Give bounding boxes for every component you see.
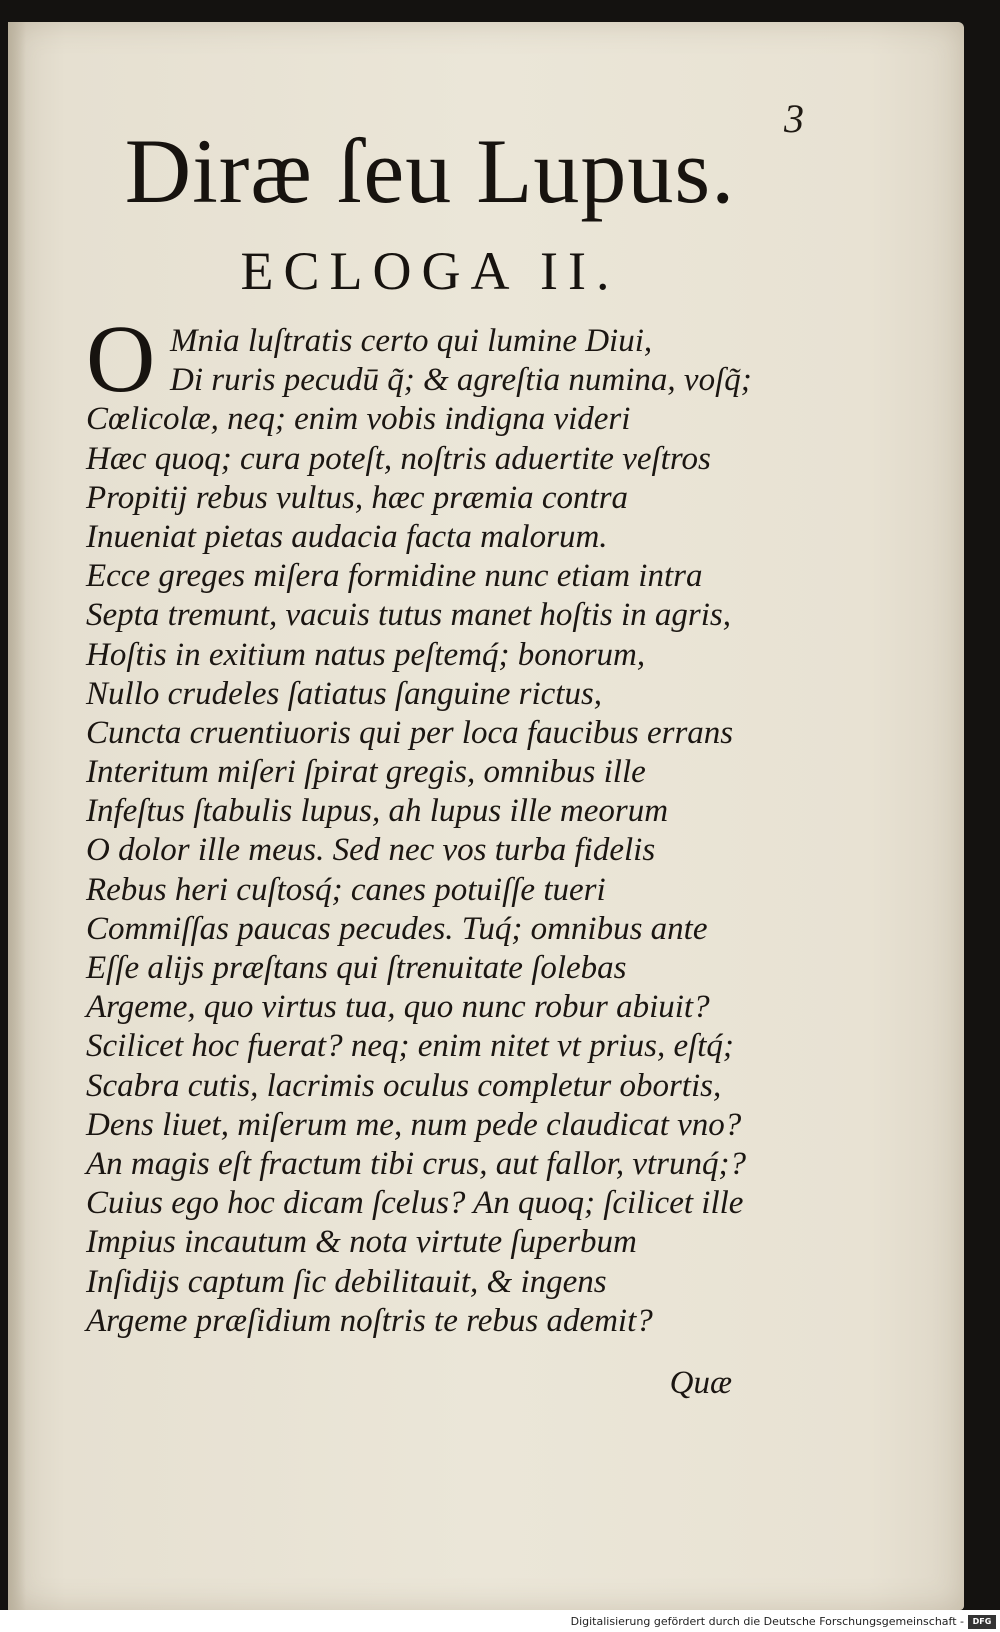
verse-line: Di ruris pecudū q̃; & agreſtia numina, voſq̃; (170, 362, 752, 399)
drop-cap: O (86, 305, 156, 412)
dfg-logo: DFG (968, 1615, 996, 1629)
verse-line: Cuncta cruentiuoris qui per loca faucibus errans (86, 714, 734, 751)
verse-line: Propitij rebus vultus, hæc præmia contra (86, 479, 629, 516)
verse-line: Inſidijs captum ſic debilitauit, & ingens (86, 1263, 607, 1300)
verse-line: Septa tremunt, vacuis tutus manet hoſtis in agris, (86, 597, 731, 634)
verse-line: O dolor ille meus. Sed nec vos turba fidelis (86, 832, 656, 869)
verse-line: Dens liuet, miſerum me, num pede claudicat vno? (86, 1106, 742, 1143)
verse-line: Ecce greges miſera formidine nunc etiam intra (86, 558, 703, 595)
footer-bar (0, 1610, 1000, 1632)
verse-line: Commiſſas paucas pecudes. Tuq́; omnibus ante (86, 910, 708, 947)
page-title: Diræ ſeu Lupus. (124, 120, 736, 222)
verse-line: Inueniat pietas audacia facta malorum. (86, 518, 608, 555)
verse-line: Hoſtis in exitium natus peſtemq́; bonorum, (86, 636, 646, 673)
verse-line: Cœlicolæ, neq; enim vobis indigna videri (86, 401, 631, 438)
verse-line: Scabra cutis, lacrimis oculus completur obortis, (86, 1067, 722, 1104)
verse-line: Nullo crudeles ſatiatus ſanguine rictus, (86, 675, 603, 712)
verse-line: Rebus heri cuſtosq́; canes potuiſſe tueri (86, 871, 606, 908)
verse-line: Hæc quoq; cura poteſt, noſtris aduertite veſtros (86, 440, 711, 477)
verse-block (86, 322, 786, 1341)
verse-line: Eſſe alijs præſtans qui ſtrenuitate ſolebas (86, 950, 627, 986)
verse-line: Interitum miſeri ſpirat gregis, omnibus ille (86, 754, 646, 791)
verse-line: Infeſtus ſtabulis lupus, ah lupus ille meorum (86, 793, 669, 830)
verse-line: An magis eſt fractum tibi crus, aut fallor, vtrunq́;? (86, 1145, 746, 1182)
verse-line: Scilicet hoc fuerat? neq; enim nitet vt prius, eſtq́; (86, 1028, 734, 1065)
footer-credit: Digitalisierung gefördert durch die Deutsche Forschungsgemeinschaft - (570, 1615, 964, 1628)
verse-line: Cuius ego hoc dicam ſcelus? An quoq; ſcilicet ille (86, 1185, 744, 1222)
verse-line: Impius incautum & nota virtute ſuperbum (86, 1224, 637, 1261)
catchword: Quæ (669, 1365, 732, 1401)
page-subtitle: ECLOGA II. (240, 241, 620, 301)
verse-line: Argeme, quo virtus tua, quo nunc robur abiuit? (86, 989, 710, 1026)
verse-line: Mnia luſtratis certo qui lumine Diui, (170, 323, 653, 359)
verse-line: Argeme præſidium noſtris te rebus ademit? (86, 1302, 653, 1339)
page-number: 3 (784, 96, 804, 141)
